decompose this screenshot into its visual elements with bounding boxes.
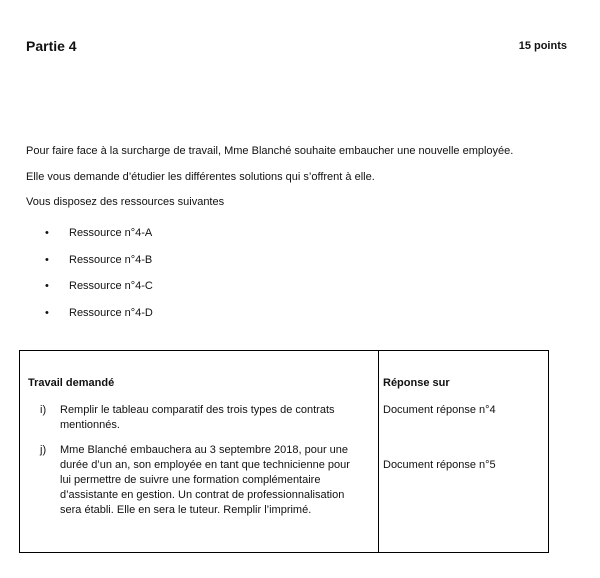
intro-line-1: Pour faire face à la surcharge de travail, Mme Blanché souhaite embaucher une nouvelle employée. — [26, 145, 514, 157]
task-table — [19, 350, 549, 553]
list-item — [45, 300, 153, 327]
list-item — [45, 220, 153, 247]
task-text: Remplir le tableau comparatif des trois types de contrats mentionnés. — [60, 404, 335, 431]
task-text: Mme Blanché embauchera au 3 septembre 2018, pour une durée d’un an, son employée en tant que technicienne pour lui permettre de suivre une formation complémentaire d’assistante en gestion. Un contrat de professionnalisation sera établi. Elle en sera le tuteur. Remplir l’imprimé. — [60, 444, 350, 516]
page-title: Partie 4 — [26, 38, 77, 54]
resource-label: Ressource n°4-C — [69, 280, 153, 293]
table-divider — [378, 351, 379, 552]
intro-line-3: Vous disposez des ressources suivantes — [26, 196, 225, 208]
resource-list — [45, 220, 153, 326]
task-answer-j: Document réponse n°5 — [383, 459, 496, 471]
bullet-icon: • — [45, 253, 49, 266]
intro-line-2: Elle vous demande d’étudier les différentes solutions qui s’offrent à elle. — [26, 171, 375, 183]
task-letter: j) — [40, 444, 47, 456]
points-label: 15 points — [518, 40, 567, 52]
bullet-icon: • — [45, 306, 49, 319]
work-required-header: Travail demandé — [28, 377, 115, 389]
bullet-icon: • — [45, 280, 49, 293]
bullet-icon: • — [45, 227, 49, 240]
task-row-j — [40, 443, 360, 518]
list-item — [45, 247, 153, 274]
task-answer-i: Document réponse n°4 — [383, 404, 496, 416]
task-row-i — [40, 403, 360, 433]
resource-label: Ressource n°4-A — [69, 227, 153, 240]
task-letter: i) — [40, 404, 47, 416]
list-item — [45, 273, 153, 300]
resource-label: Ressource n°4-B — [69, 253, 153, 266]
answer-on-header: Réponse sur — [383, 377, 450, 389]
resource-label: Ressource n°4-D — [69, 306, 153, 319]
